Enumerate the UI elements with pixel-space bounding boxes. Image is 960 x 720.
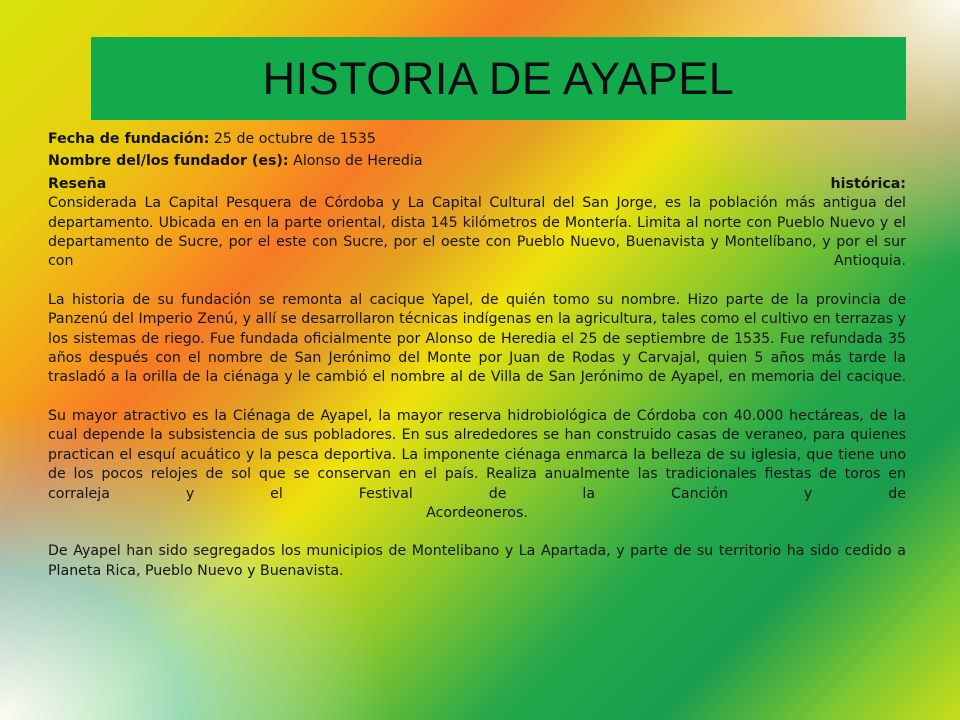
fundacion-line	[48, 130, 906, 149]
paragraph-3: Su mayor atractivo es la Ciénaga de Ayapel, la mayor reserva hidrobiológica de Córdoba con 40.000 hectáreas, de la cual depende la subsistencia de sus pobladores. En sus alrededores se han construido casas de veraneo, para quienes practican el esquí acuático y la pesca deportiva. La imponente ciénaga enmarca la belleza de su iglesia, que tiene uno de los pocos relojes de sol que se conservan en el país. Realiza anualmente las tradicionales fiestas de toros en corraleja y el Festival de la Canción y de	[48, 407, 906, 502]
fundacion-label: Fecha de fundación:	[48, 131, 210, 147]
paragraph-1: Considerada La Capital Pesquera de Córdoba y La Capital Cultural del San Jorge, es la población más antigua del departamento. Ubicada en en la parte oriental, dista 145 kilómetros de Montería. Limita al norte con Pueblo Nuevo y el departamento de Sucre, por el este con Sucre, por el oeste con Pueblo Nuevo, Buenavista y Montelíbano, y por el sur con Antioquia.	[48, 195, 906, 270]
slide-title: HISTORIA DE AYAPEL	[262, 52, 735, 104]
resena-label-right: histórica:	[830, 175, 906, 192]
fundador-value: Alonso de Heredia	[293, 153, 423, 170]
paragraph-3-tail: Acordeoneros.	[426, 504, 528, 521]
paragraph-2: La historia de su fundación se remonta al cacique Yapel, de quién tomo su nombre. Hizo parte de la provincia de Panzenú del Imperio Zenú, y allí se desarrollaron técnicas indígenas en la agricultura, tales como el cultivo en terrazas y los sistemas de riego. Fue fundada oficialmente por Alonso de Heredia el 25 de septiembre de 1535. Fue refundada 35 años después con el nombre de San Jerónimo del Monte por Juan de Rodas y Carvajal, quien 5 años más tarde la trasladó a la orilla de la ciénaga y le cambió el nombre al de Villa de San Jerónimo de Ayapel, en memoria del cacique.	[48, 291, 906, 386]
slide-title-box	[91, 37, 906, 120]
fundador-line	[48, 152, 906, 171]
slide-body	[48, 130, 906, 581]
fundador-label: Nombre del/los fundador (es):	[48, 153, 289, 170]
resena-heading	[48, 175, 906, 194]
fundacion-value: 25 de octubre de 1535	[213, 131, 376, 147]
paragraph-4: De Ayapel han sido segregados los municipios de Montelibano y La Apartada, y parte de su territorio ha sido cedido a Planeta Rica, Pueblo Nuevo y Buenavista.	[48, 543, 906, 579]
resena-label-left: Reseña	[48, 175, 107, 192]
